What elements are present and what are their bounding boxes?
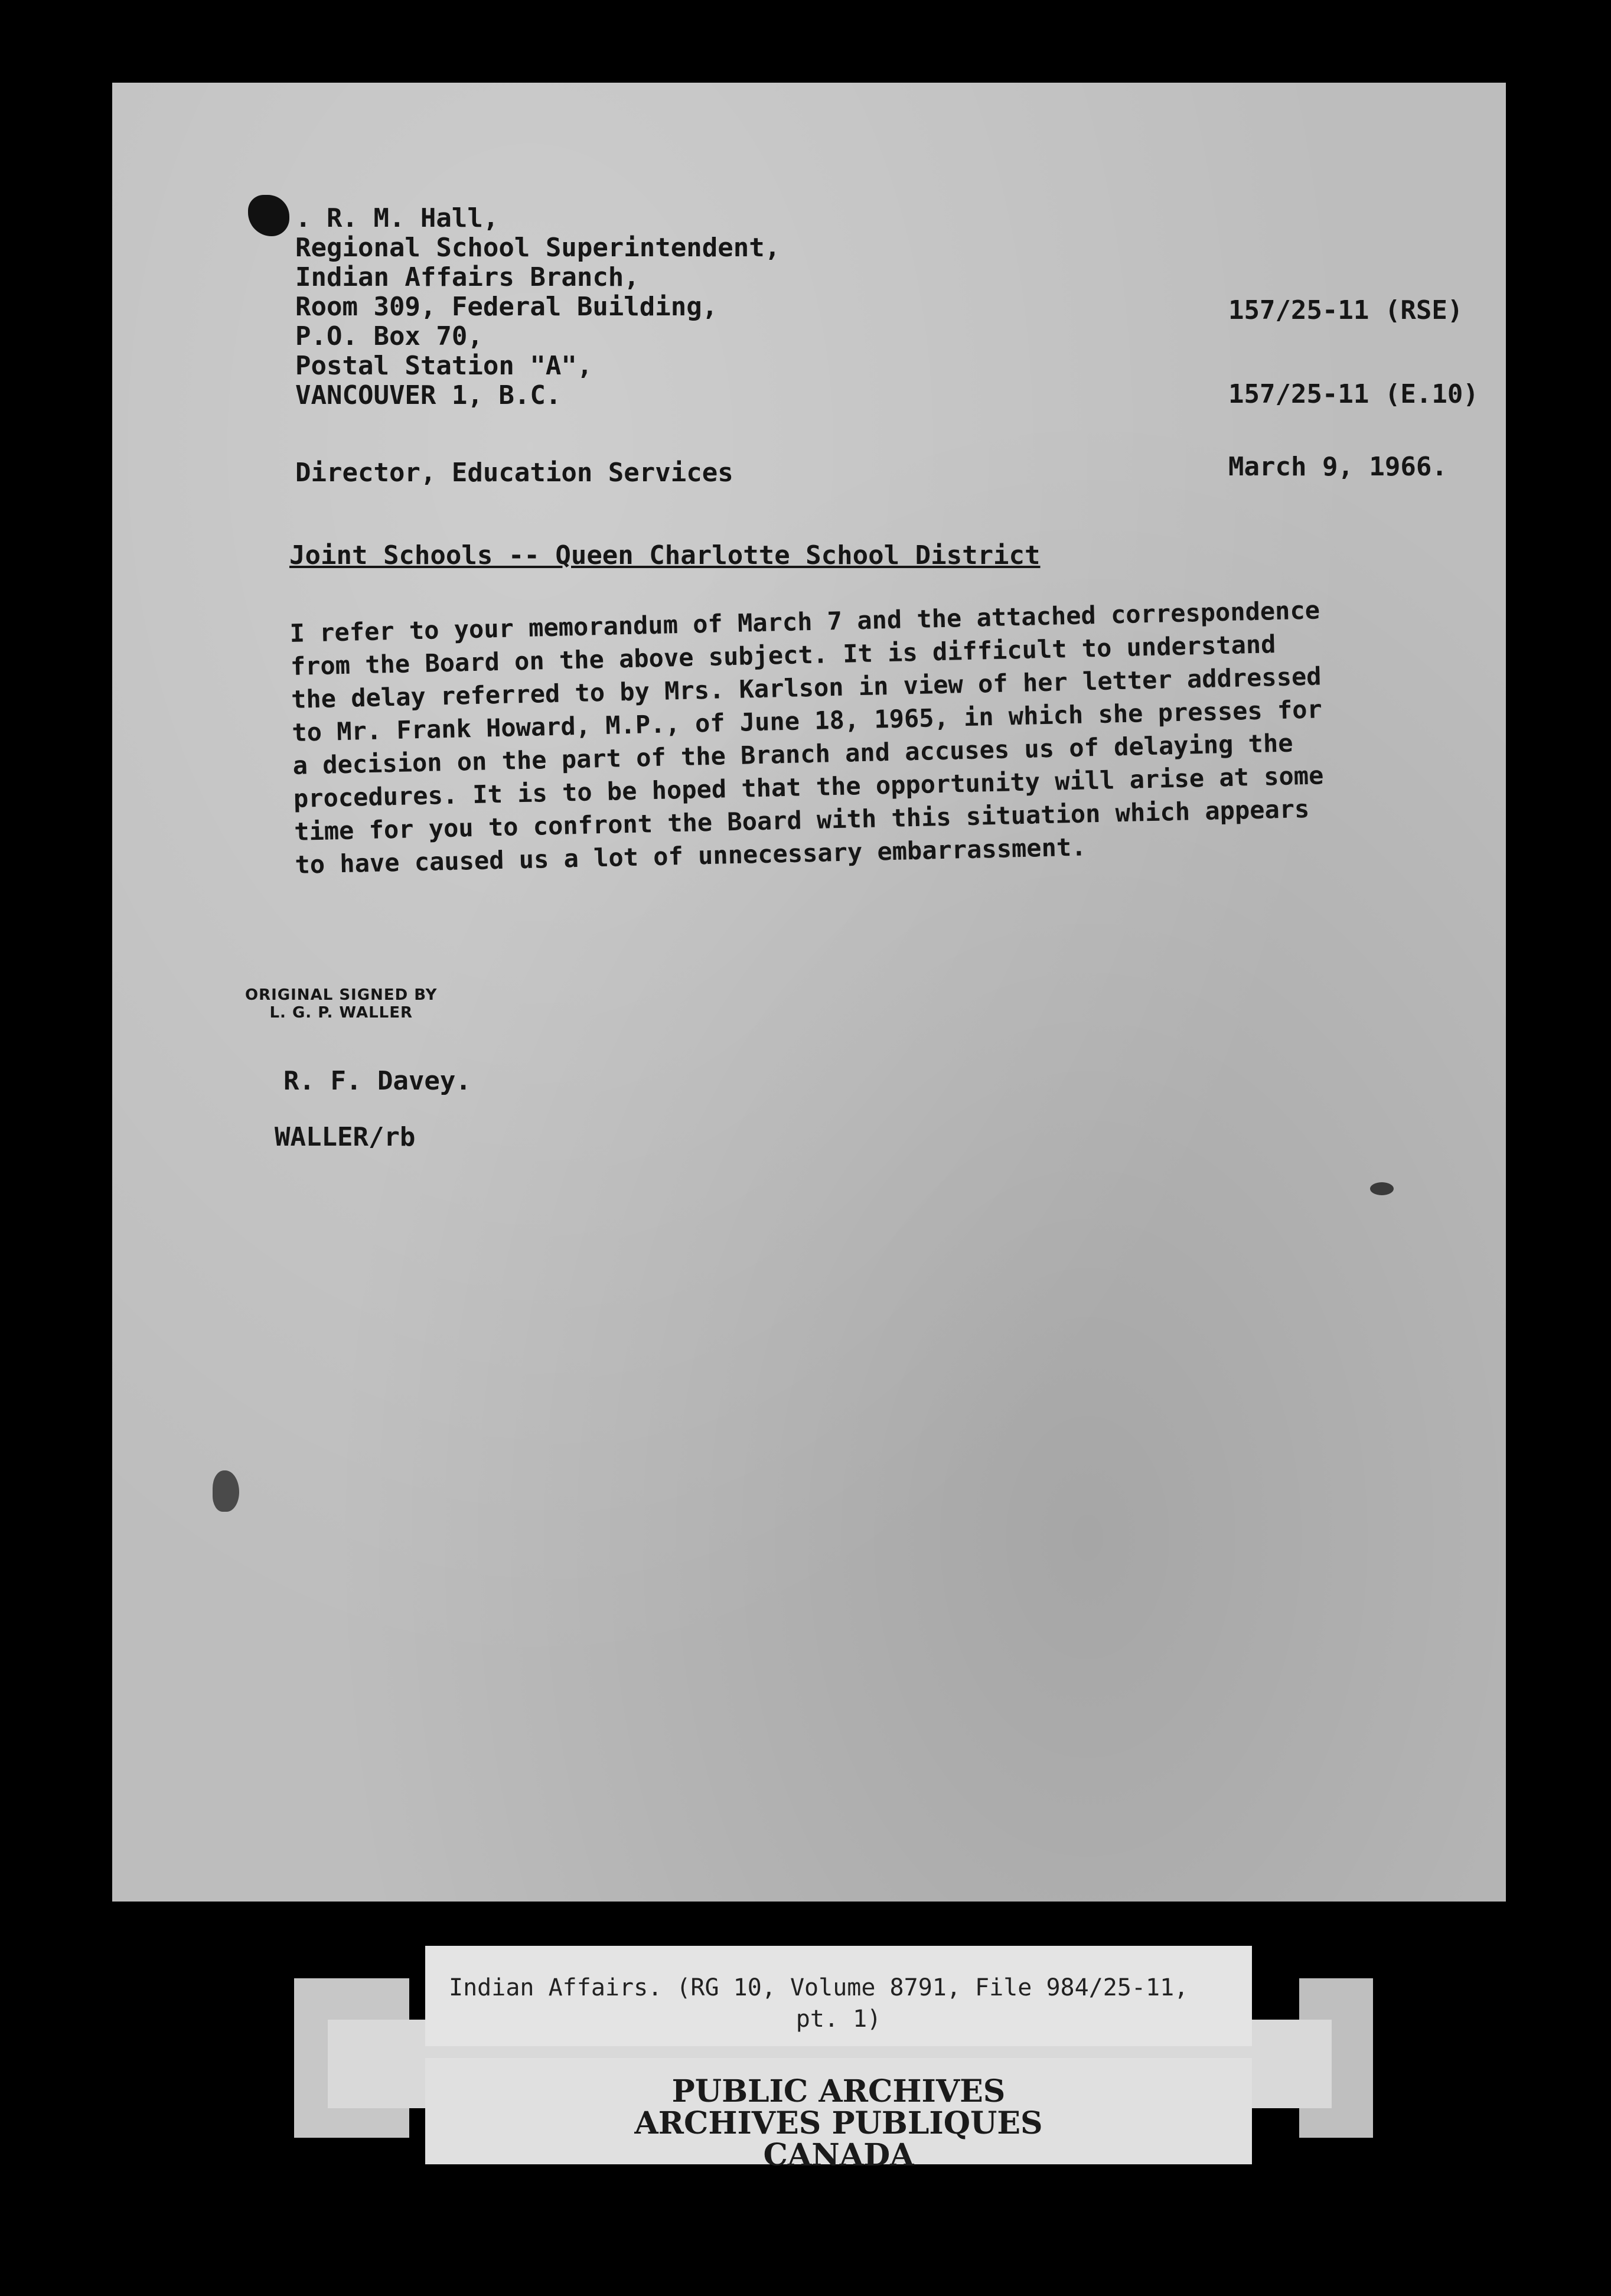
letter-date: March 9, 1966. — [1228, 452, 1447, 482]
file-reference-2: 157/25-11 (E.10) — [1228, 379, 1479, 409]
subject-line: Joint Schools -- Queen Charlotte School District — [289, 540, 1041, 570]
sender-line: Director, Education Services — [295, 458, 733, 488]
addressee-line: VANCOUVER 1, B.C. — [295, 380, 562, 410]
stamp-line: L. G. P. WALLER — [269, 1004, 413, 1022]
addressee-line: Postal Station "A", — [295, 351, 593, 381]
citation-line: Indian Affairs. (RG 10, Volume 8791, File 984/25-11, — [449, 1974, 1189, 2001]
archives-stamp-line: CANADA — [763, 2137, 914, 2173]
archives-stamp-line: ARCHIVES PUBLIQUES — [634, 2105, 1043, 2141]
stamp-line: ORIGINAL SIGNED BY — [245, 986, 438, 1004]
file-reference-1: 157/25-11 (RSE) — [1228, 295, 1463, 325]
stain-mark — [1370, 1182, 1394, 1195]
addressee-line: . R. M. Hall, — [295, 203, 499, 233]
addressee-line: P.O. Box 70, — [295, 321, 483, 351]
addressee-line: Regional School Superintendent, — [295, 233, 781, 263]
typist-initials: WALLER/rb — [275, 1122, 416, 1152]
archives-stamp-label — [425, 2058, 1252, 2173]
addressee-block — [295, 204, 780, 410]
stain-mark — [213, 1470, 239, 1512]
letter-body: I refer to your memorandum of March 7 and the attached correspondence from the Board on the above subject. It is difficult to understand the delay referred to by Mrs. Karlson in view of her letter addressed to Mr. Frank Howard, M.P., of June 18, 1965, in which she presses for a decision on the part of the Branch and accuses us of delaying the procedures. It is to be hoped that the opportunity will arise at some time for you to confront the Board with this situation which appears to have caused us a lot of unnecessary embarrassment. — [289, 595, 1324, 879]
archives-stamp-line: PUBLIC ARCHIVES — [671, 2073, 1006, 2109]
addressee-line: Room 309, Federal Building, — [295, 292, 718, 322]
signature-stamp — [245, 986, 437, 1022]
citation-label — [425, 1946, 1252, 2046]
citation-line: pt. 1) — [795, 2005, 882, 2033]
ink-blot — [248, 195, 289, 236]
addressee-line: Indian Affairs Branch, — [295, 262, 640, 292]
letter-page — [112, 83, 1506, 1902]
signature-name: R. F. Davey. — [283, 1066, 471, 1096]
